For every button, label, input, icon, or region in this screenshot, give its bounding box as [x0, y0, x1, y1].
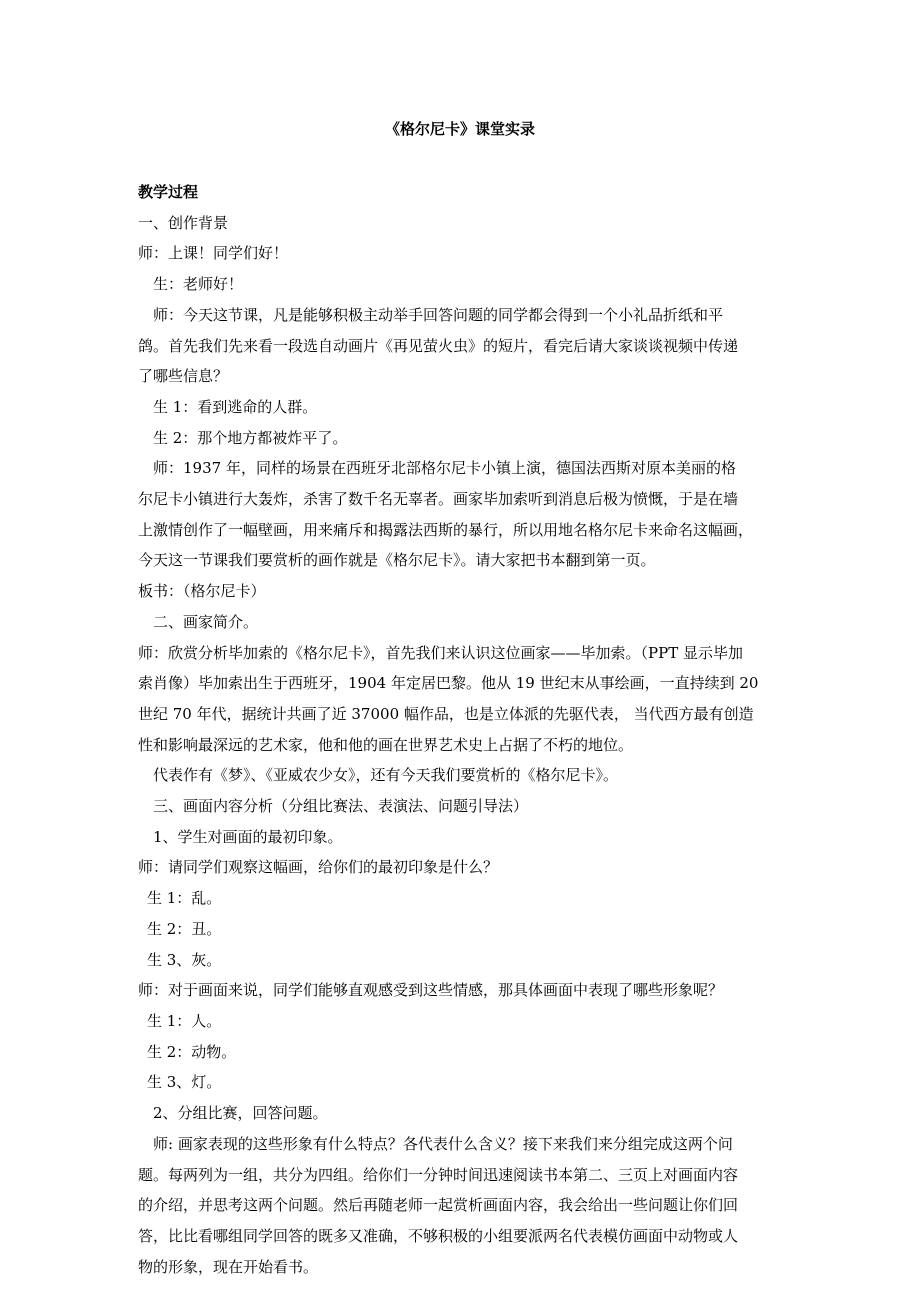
paragraph-line: 生 2：那个地方都被炸平了。: [153, 428, 348, 447]
paragraph-line: 性和影响最深远的艺术家，他和他的画在世界艺术史上占据了不朽的地位。: [138, 735, 634, 754]
document-title: 《格尔尼卡》课堂实录: [384, 120, 535, 138]
paragraph-line: 生 1：乱。: [147, 889, 222, 908]
paragraph-line: 生 3、灯。: [147, 1073, 222, 1092]
paragraph-line: 师: 画家表现的这些形象有什么特点？各代表什么含义？接下来我们来分组完成这两个问: [153, 1134, 733, 1153]
paragraph-line: 尔尼卡小镇进行大轰炸，杀害了数千名无辜者。画家毕加索听到消息后极为愤慨，于是在墙: [138, 490, 739, 509]
paragraph-line: 师：欣赏分析毕加索的《格尔尼卡》，首先我们来认识这位画家——毕加索。（PPT 显示毕加: [138, 643, 743, 662]
paragraph-line: 今天这一节课我们要赏析的画作就是《格尔尼卡》。请大家把书本翻到第一页。: [138, 551, 656, 570]
paragraph-line: 了哪些信息？: [138, 367, 229, 386]
paragraph-line: 师：今天这节课，凡是能够积极主动举手回答问题的同学都会得到一个小礼品折纸和平: [153, 305, 724, 324]
paragraph-line: 代表作有《梦》、《亚威农少女》，还有今天我们要赏析的《格尔尼卡》。: [153, 766, 619, 785]
paragraph-line: 师：对于画面来说，同学们能够直观感受到这些情感，那具体画面中表现了哪些形象呢？: [138, 981, 724, 1000]
paragraph-line: 上激情创作了一幅壁画，用来痛斥和揭露法西斯的暴行，所以用地名格尔尼卡来命名这幅画，: [138, 520, 754, 539]
paragraph-line: 1、学生对画面的最初印象。: [153, 827, 343, 846]
paragraph-line: 师：1937 年，同样的场景在西班牙北部格尔尼卡小镇上演，德国法西斯对原本美丽的格: [153, 459, 736, 478]
paragraph-line: 2、分组比赛，回答问题。: [153, 1104, 328, 1123]
section-heading: 教学过程: [138, 183, 199, 201]
paragraph-line: 生 2：动物。: [147, 1042, 237, 1061]
paragraph-line: 师：请同学们观察这幅画，给你们的最初印象是什么？: [138, 858, 499, 877]
paragraph-line: 三、画面内容分析（分组比赛法、表演法、问题引导法）: [153, 797, 529, 816]
paragraph-line: 物的形象，现在开始看书。: [138, 1257, 319, 1276]
paragraph-line: 生 2：丑。: [147, 919, 222, 938]
paragraph-line: 生 1：看到逃命的人群。: [153, 397, 318, 416]
paragraph-line: 生：老师好！: [153, 275, 244, 294]
paragraph-line: 一、创作背景: [138, 213, 229, 232]
paragraph-line: 鸽。首先我们先来看一段选自动画片《再见萤火虫》的短片，看完后请大家谈谈视频中传递: [138, 336, 739, 355]
paragraph-line: 世纪 70 年代，据统计共画了近 37000 幅作品，也是立体派的先驱代表， 当代西方最有创造: [138, 704, 754, 723]
paragraph-line: 的介绍，并思考这两个问题。然后再随老师一起赏析画面内容，我会给出一些问题让你们回: [138, 1196, 739, 1215]
paragraph-line: 二、画家简介。: [153, 612, 259, 631]
paragraph-line: 师：上课！同学们好！: [138, 244, 289, 263]
paragraph-line: 答，比比看哪组同学回答的既多又准确，不够积极的小组要派两名代表模仿画面中动物或人: [138, 1226, 739, 1245]
document-body: [138, 177, 783, 1282]
paragraph-line: 索肖像）毕加索出生于西班牙，1904 年定居巴黎。他从 19 世纪末从事绘画，一直持续到 20: [138, 674, 759, 693]
paragraph-line: 生 3、灰。: [147, 950, 222, 969]
paragraph-line: 板书：（格尔尼卡）: [138, 582, 266, 601]
paragraph-line: 题。每两列为一组，共分为四组。给你们一分钟时间迅速阅读书本第二、三页上对画面内容: [138, 1165, 739, 1184]
paragraph-line: 生 1：人。: [147, 1011, 222, 1030]
